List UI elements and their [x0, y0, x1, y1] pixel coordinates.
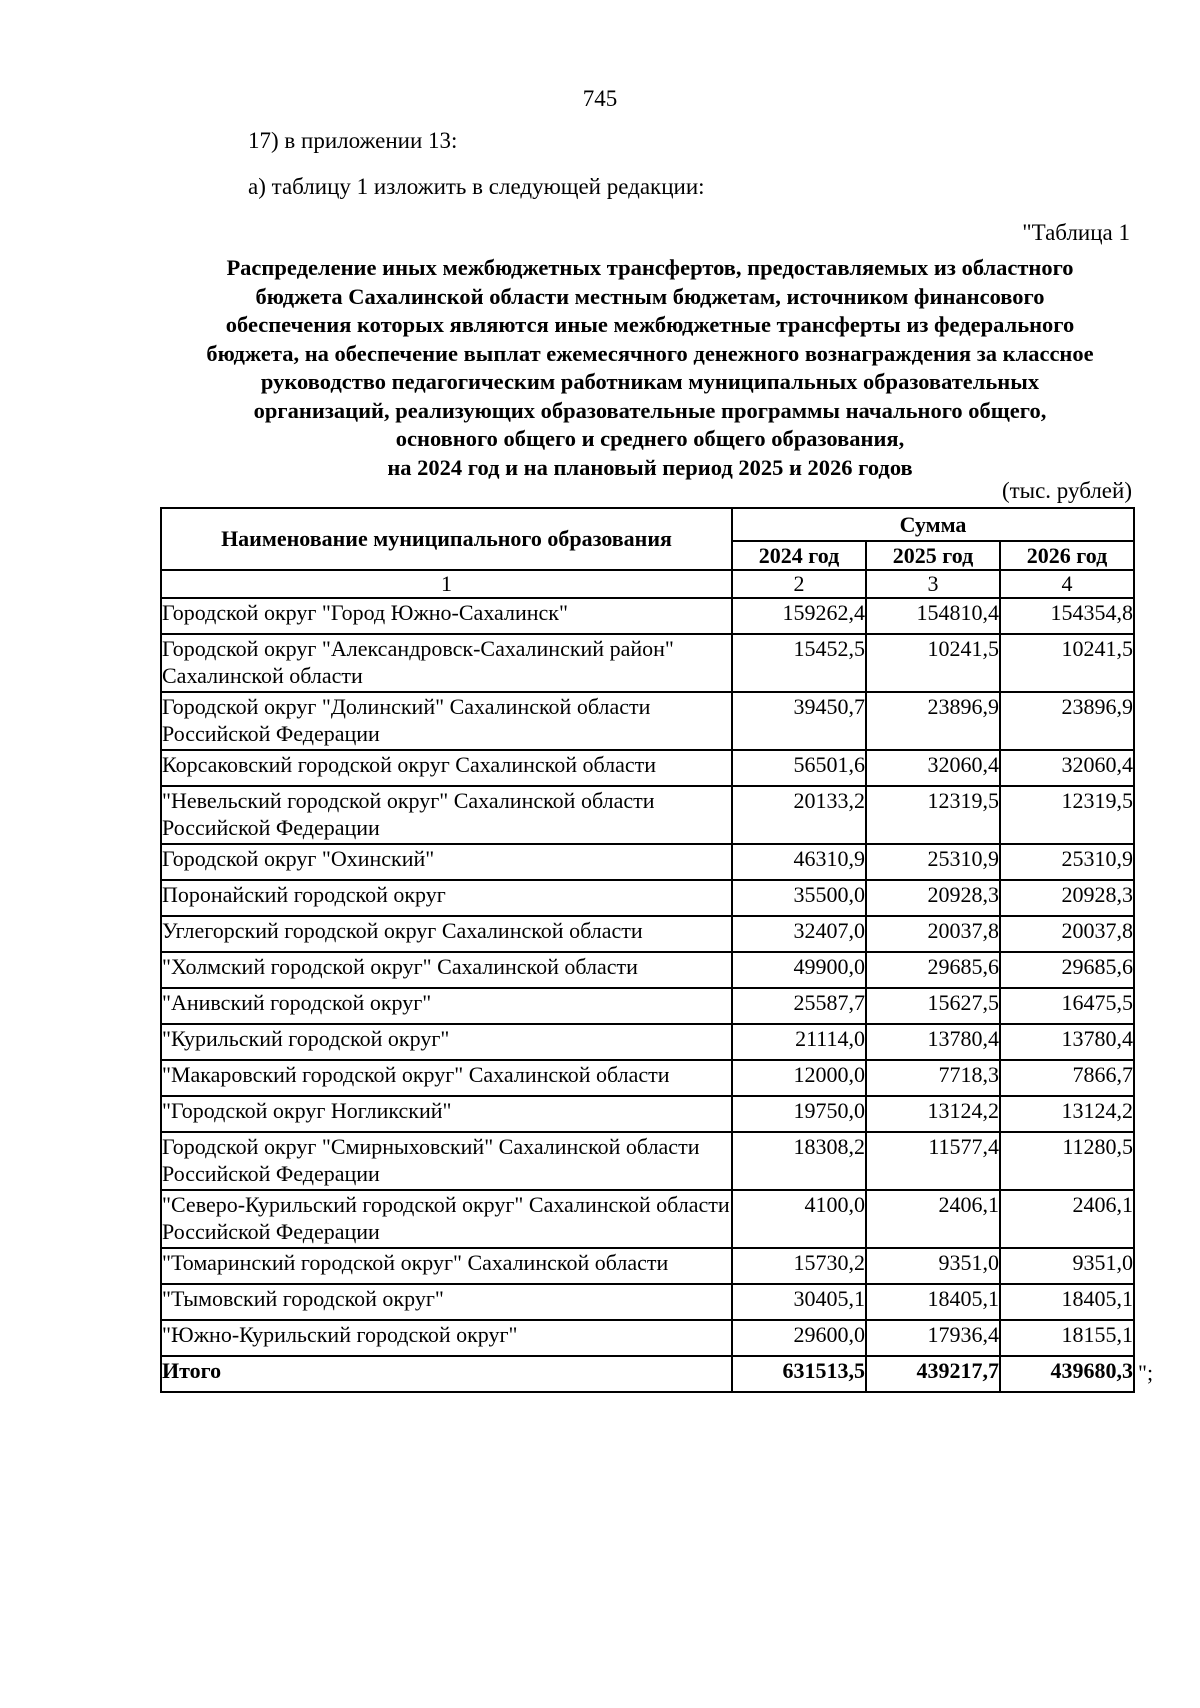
table-row	[161, 750, 1134, 786]
row-value-2024: 49900,0	[732, 952, 866, 988]
row-value-2024: 56501,6	[732, 750, 866, 786]
heading-line: основного общего и среднего общего образования,	[395, 426, 905, 451]
table-heading	[160, 254, 1140, 482]
row-value-2025: 18405,1	[866, 1284, 1000, 1320]
row-name: "Тымовский городской округ"	[161, 1284, 732, 1320]
row-name: "Южно-Курильский городской округ"	[161, 1320, 732, 1356]
row-value-2025: 20037,8	[866, 916, 1000, 952]
row-value-2024: 46310,9	[732, 844, 866, 880]
row-name: Городской округ "Долинский" Сахалинской области Российской Федерации	[161, 692, 732, 750]
table-row	[161, 1060, 1134, 1096]
row-value-2024: 25587,7	[732, 988, 866, 1024]
row-name: "Томаринский городской округ" Сахалинской области	[161, 1248, 732, 1284]
table-row	[161, 1248, 1134, 1284]
row-value-2024: 20133,2	[732, 786, 866, 844]
row-value-2026: 154354,8	[1000, 598, 1134, 634]
row-value-2025: 7718,3	[866, 1060, 1000, 1096]
total-label: Итого	[161, 1356, 732, 1392]
table-row	[161, 952, 1134, 988]
row-value-2024: 15730,2	[732, 1248, 866, 1284]
row-value-2026: 29685,6	[1000, 952, 1134, 988]
table-row	[161, 1284, 1134, 1320]
row-value-2024: 18308,2	[732, 1132, 866, 1190]
row-value-2026: 7866,7	[1000, 1060, 1134, 1096]
column-index: 1	[161, 570, 732, 598]
header-name: Наименование муниципального образования	[161, 508, 732, 570]
row-name: Корсаковский городской округ Сахалинской области	[161, 750, 732, 786]
row-value-2025: 154810,4	[866, 598, 1000, 634]
row-value-2026: 13780,4	[1000, 1024, 1134, 1060]
table-total-row	[161, 1356, 1134, 1392]
row-value-2025: 13124,2	[866, 1096, 1000, 1132]
row-value-2026: 23896,9	[1000, 692, 1134, 750]
row-value-2024: 159262,4	[732, 598, 866, 634]
page-number: 745	[582, 86, 618, 111]
column-index: 2	[732, 570, 866, 598]
table-row	[161, 1190, 1134, 1248]
total-value-2025: 439217,7	[866, 1356, 1000, 1392]
row-value-2026: 9351,0	[1000, 1248, 1134, 1284]
row-name: "Анивский городской округ"	[161, 988, 732, 1024]
table-row	[161, 988, 1134, 1024]
total-value-2026: 439680,3	[1000, 1356, 1134, 1392]
row-value-2025: 13780,4	[866, 1024, 1000, 1060]
row-value-2026: 13124,2	[1000, 1096, 1134, 1132]
row-value-2025: 23896,9	[866, 692, 1000, 750]
units-label: (тыс. рублей)	[1001, 478, 1132, 503]
header-year-2026: 2026 год	[1000, 541, 1134, 570]
row-value-2024: 12000,0	[732, 1060, 866, 1096]
row-value-2024: 4100,0	[732, 1190, 866, 1248]
row-name: Городской округ "Смирныховский" Сахалинской области Российской Федерации	[161, 1132, 732, 1190]
table-row	[161, 786, 1134, 844]
row-name: "Холмский городской округ" Сахалинской области	[161, 952, 732, 988]
row-value-2026: 32060,4	[1000, 750, 1134, 786]
row-value-2026: 20037,8	[1000, 916, 1134, 952]
row-name: Городской округ "Охинский"	[161, 844, 732, 880]
row-value-2026: 16475,5	[1000, 988, 1134, 1024]
row-name: Городской округ "Александровск-Сахалинский район" Сахалинской области	[161, 634, 732, 692]
row-name: Поронайский городской округ	[161, 880, 732, 916]
row-name: "Северо-Курильский городской округ" Сахалинской области Российской Федерации	[161, 1190, 732, 1248]
table-label: "Таблица 1	[1022, 220, 1130, 245]
closing-quote-mark: ";	[1138, 1360, 1154, 1385]
header-year-2024: 2024 год	[732, 541, 866, 570]
row-name: "Городской округ Ногликский"	[161, 1096, 732, 1132]
row-value-2025: 11577,4	[866, 1132, 1000, 1190]
table-row	[161, 692, 1134, 750]
row-name: "Курильский городской округ"	[161, 1024, 732, 1060]
table-row	[161, 916, 1134, 952]
column-index: 3	[866, 570, 1000, 598]
row-value-2025: 20928,3	[866, 880, 1000, 916]
heading-line: руководство педагогическим работникам муниципальных образовательных	[260, 369, 1040, 394]
row-value-2026: 12319,5	[1000, 786, 1134, 844]
row-value-2025: 12319,5	[866, 786, 1000, 844]
total-value-2024: 631513,5	[732, 1356, 866, 1392]
heading-line: Распределение иных межбюджетных трансфертов, предоставляемых из областного	[226, 255, 1074, 280]
transfers-table	[160, 507, 1135, 1393]
row-value-2024: 21114,0	[732, 1024, 866, 1060]
row-value-2026: 18155,1	[1000, 1320, 1134, 1356]
intro-line-2: а) таблицу 1 изложить в следующей редакции:	[248, 174, 705, 199]
table-row	[161, 1320, 1134, 1356]
heading-line: обеспечения которых являются иные межбюджетные трансферты из федерального	[225, 312, 1075, 337]
row-name: "Невельский городской округ" Сахалинской области Российской Федерации	[161, 786, 732, 844]
heading-line: бюджета, на обеспечение выплат ежемесячного денежного вознаграждения за классное	[206, 340, 1094, 366]
row-name: "Макаровский городской округ" Сахалинской области	[161, 1060, 732, 1096]
row-name: Городской округ "Город Южно-Сахалинск"	[161, 598, 732, 634]
row-value-2024: 19750,0	[732, 1096, 866, 1132]
row-value-2026: 2406,1	[1000, 1190, 1134, 1248]
row-value-2024: 32407,0	[732, 916, 866, 952]
row-value-2025: 17936,4	[866, 1320, 1000, 1356]
row-value-2026: 25310,9	[1000, 844, 1134, 880]
row-value-2026: 18405,1	[1000, 1284, 1134, 1320]
intro-line-1: 17) в приложении 13:	[248, 128, 458, 153]
row-value-2024: 29600,0	[732, 1320, 866, 1356]
heading-line: организаций, реализующих образовательные программы начального общего,	[253, 397, 1047, 423]
header-year-2025: 2025 год	[866, 541, 1000, 570]
row-value-2025: 10241,5	[866, 634, 1000, 692]
row-value-2024: 39450,7	[732, 692, 866, 750]
table-row	[161, 880, 1134, 916]
row-value-2025: 2406,1	[866, 1190, 1000, 1248]
row-value-2025: 25310,9	[866, 844, 1000, 880]
row-value-2026: 10241,5	[1000, 634, 1134, 692]
row-value-2025: 32060,4	[866, 750, 1000, 786]
column-index: 4	[1000, 570, 1134, 598]
table-row	[161, 1132, 1134, 1190]
row-value-2026: 11280,5	[1000, 1132, 1134, 1190]
table-row	[161, 1096, 1134, 1132]
table-row	[161, 844, 1134, 880]
heading-line: на 2024 год и на плановый период 2025 и 2026 годов	[387, 454, 913, 480]
row-value-2025: 9351,0	[866, 1248, 1000, 1284]
row-value-2025: 15627,5	[866, 988, 1000, 1024]
header-sum: Сумма	[732, 508, 1134, 541]
row-value-2026: 20928,3	[1000, 880, 1134, 916]
row-name: Углегорский городской округ Сахалинской области	[161, 916, 732, 952]
row-value-2024: 30405,1	[732, 1284, 866, 1320]
table-row	[161, 634, 1134, 692]
table-row	[161, 598, 1134, 634]
heading-line: бюджета Сахалинской области местным бюджетам, источником финансового	[255, 283, 1045, 309]
row-value-2025: 29685,6	[866, 952, 1000, 988]
table-row	[161, 1024, 1134, 1060]
row-value-2024: 35500,0	[732, 880, 866, 916]
row-value-2024: 15452,5	[732, 634, 866, 692]
